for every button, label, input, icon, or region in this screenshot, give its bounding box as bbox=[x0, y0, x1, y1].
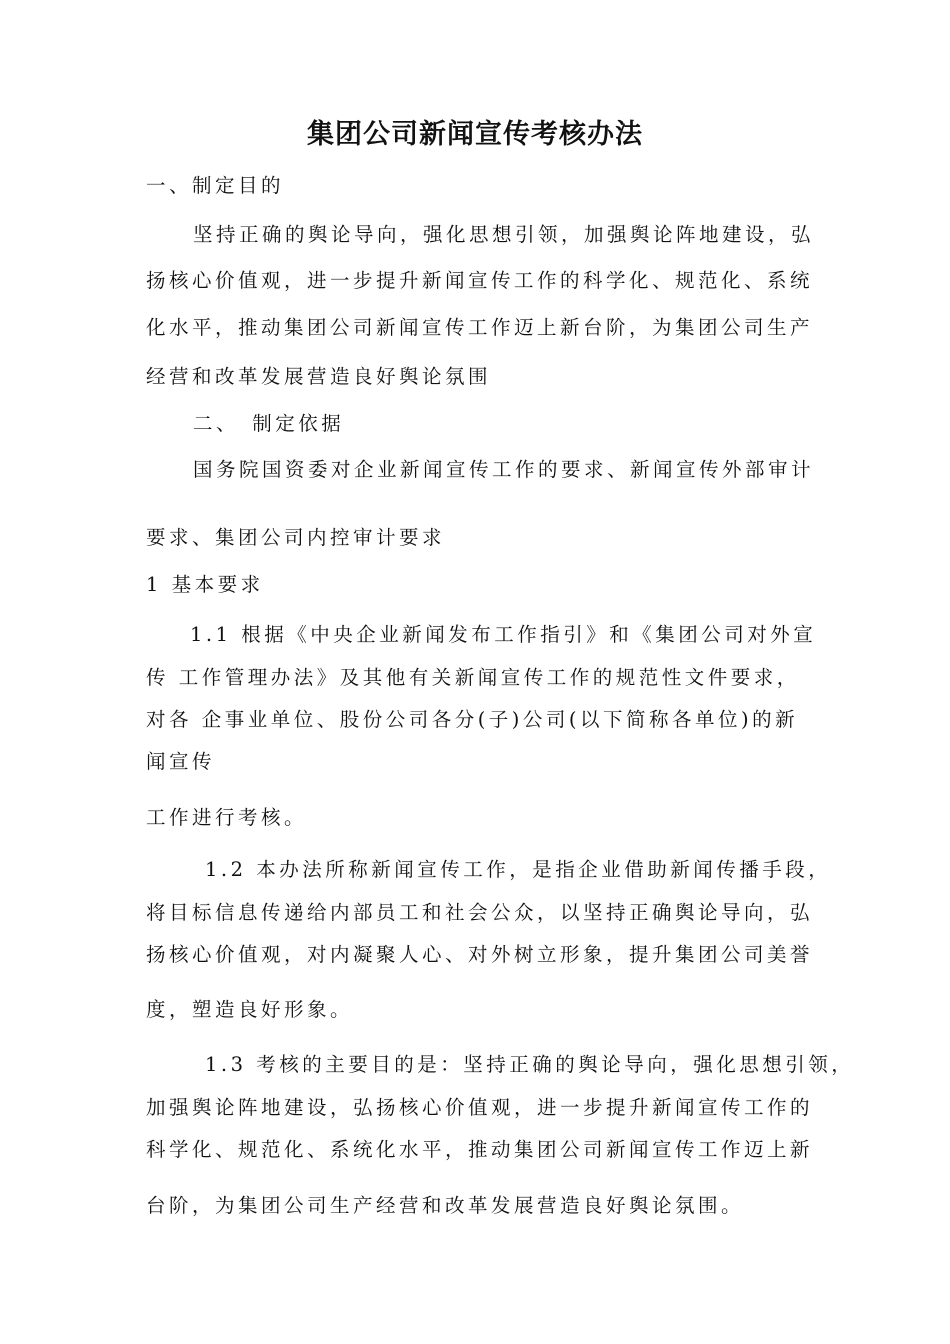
paragraph-line: 扬核心价值观，进一步提升新闻宣传工作的科学化、规范化、系统 bbox=[146, 269, 814, 292]
paragraph-line: 对各 企事业单位、股份公司各分(子)公司(以下简称各单位)的新 bbox=[146, 708, 799, 731]
paragraph-line: 科学化、规范化、系统化水平，推动集团公司新闻宣传工作迈上新 bbox=[146, 1138, 814, 1161]
paragraph-line: 传 工作管理办法》及其他有关新闻宣传工作的规范性文件要求， bbox=[146, 666, 800, 689]
paragraph-line: 1.2 本办法所称新闻宣传工作，是指企业借助新闻传播手段， bbox=[205, 858, 832, 881]
paragraph-line: 加强舆论阵地建设，弘扬核心价值观，进一步提升新闻宣传工作的 bbox=[146, 1096, 814, 1119]
paragraph-line: 1.1 根据《中央企业新闻发布工作指引》和《集团公司对外宣 bbox=[190, 623, 817, 646]
paragraph-line: 国务院国资委对企业新闻宣传工作的要求、新闻宣传外部审计 bbox=[193, 458, 815, 481]
section-heading-basis: 二、 制定依据 bbox=[193, 412, 345, 435]
section-heading-basic-requirements: 1 基本要求 bbox=[146, 573, 264, 596]
paragraph-line: 将目标信息传递给内部员工和社会公众，以坚持正确舆论导向，弘 bbox=[146, 901, 814, 924]
section-heading-purpose: 一、制定目的 bbox=[146, 174, 285, 197]
paragraph-line: 化水平，推动集团公司新闻宣传工作迈上新台阶，为集团公司生产 bbox=[146, 316, 814, 339]
paragraph-line: 台阶，为集团公司生产经营和改革发展营造良好舆论氛围。 bbox=[146, 1194, 745, 1217]
paragraph-line: 度，塑造良好形象。 bbox=[146, 998, 354, 1021]
paragraph-line: 工作进行考核。 bbox=[146, 806, 308, 829]
paragraph-line: 坚持正确的舆论导向，强化思想引领，加强舆论阵地建设，弘 bbox=[193, 223, 815, 246]
paragraph-line: 要求、集团公司内控审计要求 bbox=[146, 526, 446, 549]
paragraph-line: 扬核心价值观，对内凝聚人心、对外树立形象，提升集团公司美誉 bbox=[146, 943, 814, 966]
paragraph-line: 闻宣传 bbox=[146, 750, 216, 773]
document-title: 集团公司新闻宣传考核办法 bbox=[307, 119, 643, 150]
paragraph-line: 1.3 考核的主要目的是：坚持正确的舆论导向，强化思想引领， bbox=[205, 1053, 855, 1076]
paragraph-line: 经营和改革发展营造良好舆论氛围 bbox=[146, 365, 492, 388]
